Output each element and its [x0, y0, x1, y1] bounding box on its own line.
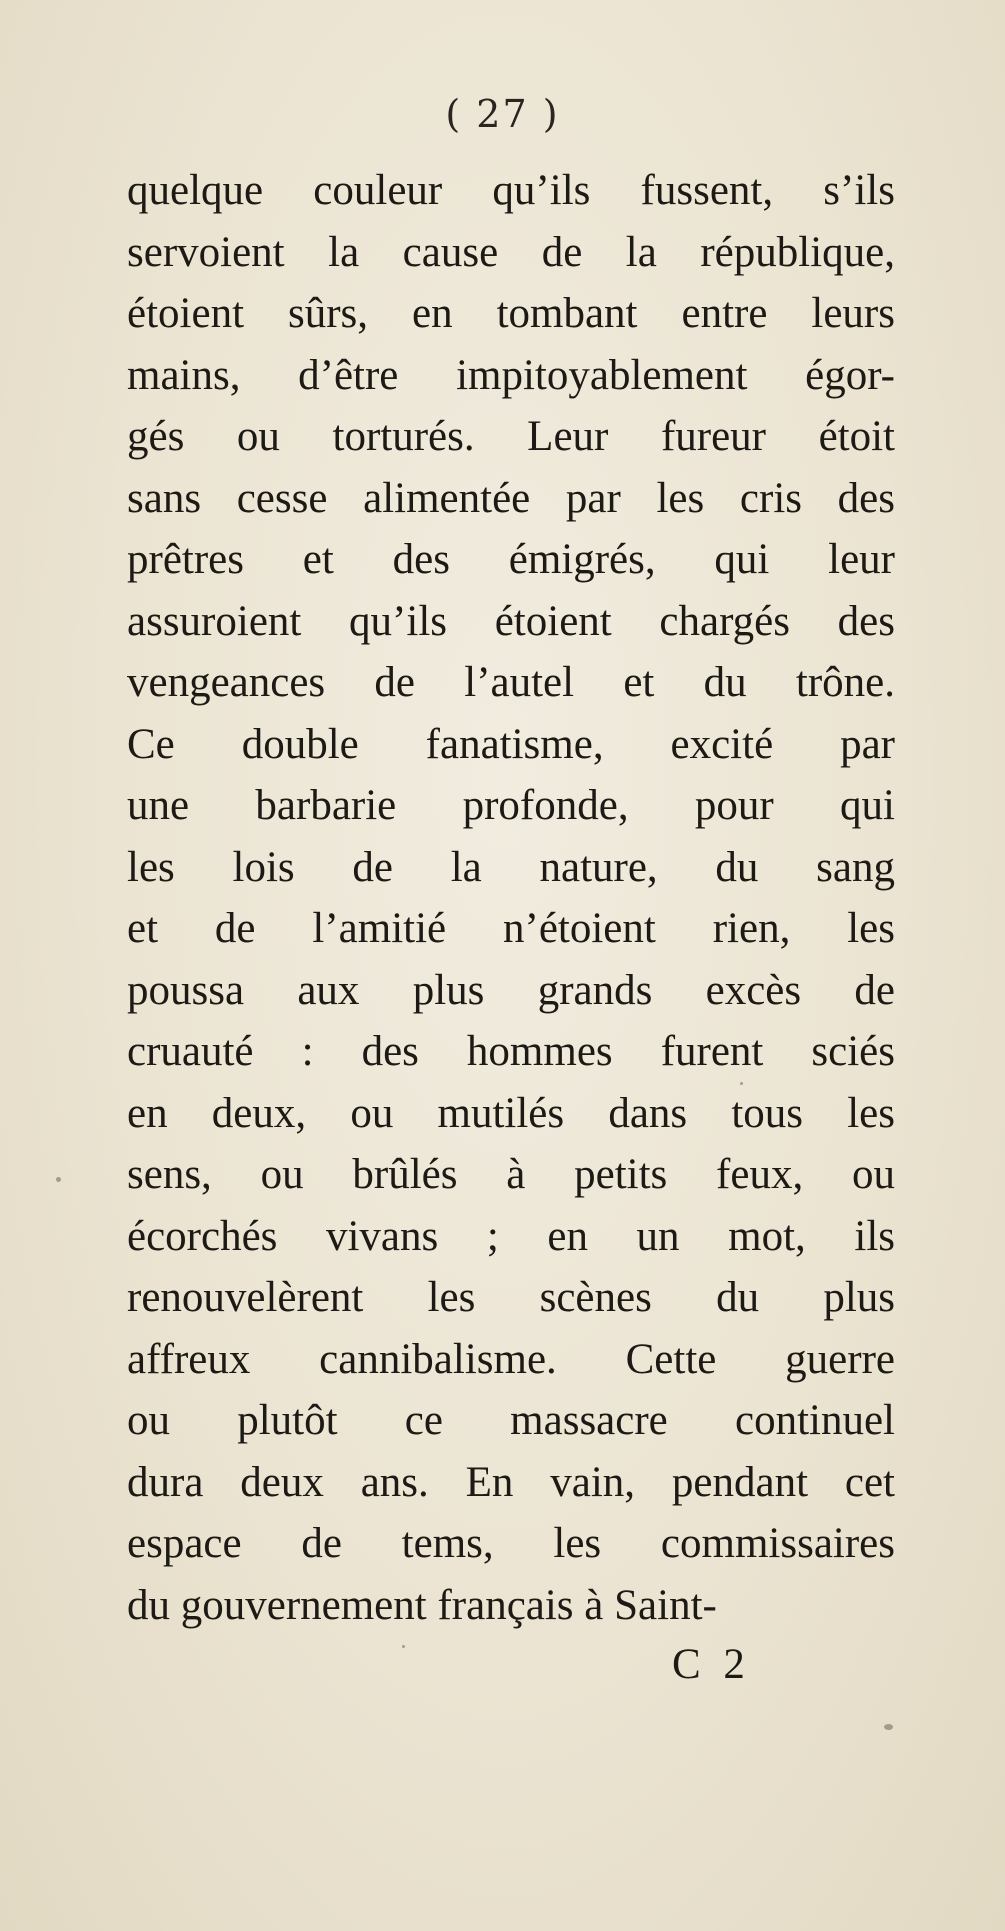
text-line: écorchés vivans ; en un mot, ils: [127, 1212, 895, 1260]
text-line: poussa aux plus grands excès de: [127, 966, 895, 1014]
page-number: ( 27 ): [445, 92, 560, 136]
text-line: les lois de la nature, du sang: [127, 843, 895, 891]
paper-speck: [56, 1177, 61, 1182]
paper-speck: [740, 1082, 743, 1085]
text-line: affreux cannibalisme. Cette guerre: [127, 1335, 895, 1383]
text-line: en deux, ou mutilés dans tous les: [127, 1089, 895, 1137]
text-line: prêtres et des émigrés, qui leur: [127, 536, 895, 583]
text-line: assuroient qu’ils étoient chargés des: [127, 597, 895, 645]
body-text: [127, 160, 895, 1636]
text-line: servoient la cause de la république,: [127, 228, 895, 276]
text-line: vengeances de l’autel et du trône.: [127, 659, 895, 706]
paper-speck: [402, 1645, 405, 1648]
text-line: sens, ou brûlés à petits feux, ou: [127, 1151, 895, 1198]
paper-speck: [884, 1724, 893, 1730]
text-line: Ce double fanatisme, excité par: [127, 720, 895, 768]
text-line: cruauté : des hommes furent sciés: [127, 1028, 895, 1075]
text-line: renouvelèrent les scènes du plus: [127, 1274, 895, 1321]
text-line: dura deux ans. En vain, pendant cet: [127, 1458, 895, 1506]
text-line: mains, d’être impitoyablement égor-: [127, 351, 895, 399]
text-line: étoient sûrs, en tombant entre leurs: [127, 290, 895, 337]
text-line: sans cesse alimentée par les cris des: [127, 474, 895, 522]
text-line: une barbarie profonde, pour qui: [127, 782, 895, 829]
text-line: ou plutôt ce massacre continuel: [127, 1397, 895, 1444]
signature-mark: C 2: [672, 1641, 751, 1688]
text-line: et de l’amitié n’étoient rien, les: [127, 905, 895, 952]
text-line: quelque couleur qu’ils fussent, s’ils: [127, 167, 895, 214]
text-line: du gouvernement français à Saint-: [127, 1581, 717, 1629]
text-line: espace de tems, les commissaires: [127, 1520, 895, 1567]
text-line: gés ou torturés. Leur fureur étoit: [127, 413, 895, 460]
